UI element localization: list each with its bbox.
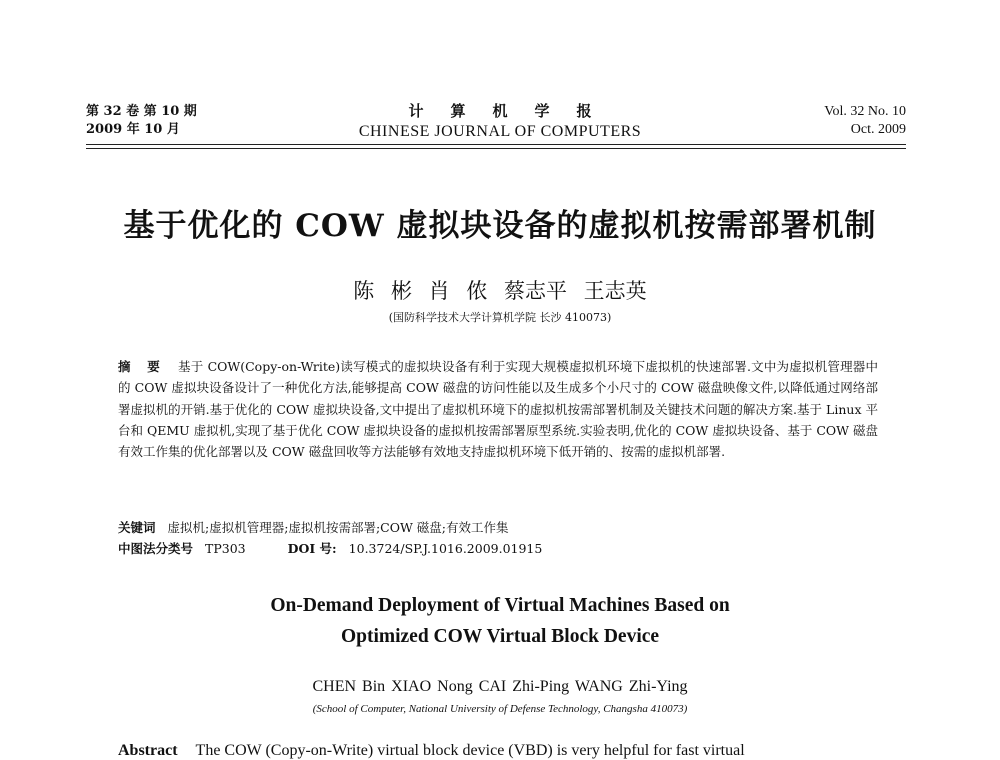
- paper-title-en: [200, 590, 800, 652]
- header-right: [824, 103, 906, 139]
- authors-cn: 陈 彬 肖 侬 蔡志平 王志英: [353, 279, 647, 303]
- abstract-en-text: The COW (Copy-on-Write) virtual block device (VBD) is very helpful for fast virtual: [195, 742, 745, 759]
- clc-label: 中图法分类号: [118, 541, 194, 556]
- volume-issue-en: Vol. 32 No. 10: [824, 104, 906, 119]
- volume-issue-cn: 第 32 卷 第 10 期: [86, 104, 197, 119]
- date-cn: 2009 年 10 月: [86, 122, 180, 137]
- journal-name-en: CHINESE JOURNAL OF COMPUTERS: [358, 123, 642, 140]
- header-left: [86, 103, 197, 139]
- doi-label: DOI 号:: [287, 541, 337, 556]
- keywords-block: [118, 517, 878, 559]
- abstract-cn: [118, 356, 878, 462]
- abstract-en: [118, 742, 898, 760]
- title-en-line2: Optimized COW Virtual Block Device: [340, 626, 660, 647]
- header-rule-thick: [86, 144, 906, 145]
- authors-en: CHEN Bin XIAO Nong CAI Zhi-Ping WANG Zhi-Ying: [312, 678, 688, 695]
- doi-value: 10.3724/SP.J.1016.2009.01915: [348, 541, 543, 556]
- abstract-cn-label: 摘 要: [118, 359, 166, 374]
- header-rule-thin: [86, 148, 906, 149]
- title-en-line1: On-Demand Deployment of Virtual Machines Based on: [270, 595, 730, 616]
- keywords-text: 虚拟机;虚拟机管理器;虚拟机按需部署;COW 磁盘;有效工作集: [167, 520, 509, 535]
- abstract-en-label: Abstract: [118, 742, 178, 759]
- clc-value: TP303: [205, 541, 246, 556]
- journal-header: [300, 100, 700, 141]
- keywords-label: 关键词: [118, 520, 156, 535]
- classification-line: [118, 538, 878, 559]
- affiliation-en: (School of Computer, National University of Defense Technology, Changsha 410073): [312, 703, 688, 715]
- affiliation-cn: (国防科学技术大学计算机学院 长沙 410073): [388, 311, 612, 324]
- abstract-cn-text: 基于 COW(Copy-on-Write)读写模式的虚拟块设备有利于实现大规模虚拟机环境下虚拟机的快速部署.文中为虚拟机管理器中的 COW 虚拟块设备设计了一种优化方法,能够提高 COW 磁盘的访问性能以及生成多个小尺寸的 COW 磁盘映像文件,以降低通过网络部署虚拟机的开销.基于优化的 COW 虚拟块设备,文中提出了虚拟机环境下的虚拟机按需部署机制及关键技术问题的解决方案.基于 Linux 平台和 QEMU 虚拟机,实现了基于优化 COW 虚拟块设备的虚拟机按需部署原型系统.实验表明,优化的 COW 虚拟块设备、基于 COW 磁盘有效工作集的优化部署以及 COW 磁盘回收等方法能够有效地支持虚拟机环境下低开销的、按需的虚拟机部署.: [118, 359, 878, 460]
- paper-title-cn: 基于优化的 COW 虚拟块设备的虚拟机按需部署机制: [123, 208, 877, 244]
- date-en: Oct. 2009: [850, 122, 906, 137]
- keywords-line: [118, 517, 878, 538]
- journal-name-cn: 计算机学报: [408, 102, 619, 120]
